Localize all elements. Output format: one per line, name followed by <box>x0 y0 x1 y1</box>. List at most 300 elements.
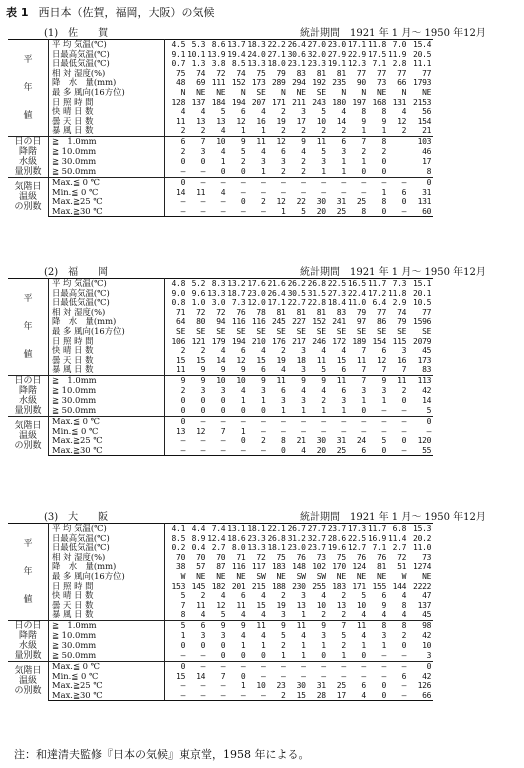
annual-value: 3 <box>426 651 432 661</box>
month-value: — <box>225 177 245 187</box>
month-value: 75 <box>176 68 186 78</box>
month-value: — <box>245 177 265 187</box>
month-value: 7 <box>346 375 366 386</box>
month-value: 0 <box>240 197 246 207</box>
annual-value: 5 <box>426 406 432 416</box>
month-value: 7.3 <box>386 279 406 289</box>
month-value: 12 <box>216 600 226 610</box>
row-group-label <box>8 40 49 137</box>
month-value: 227 <box>292 317 306 327</box>
month-value: 13 <box>296 600 306 610</box>
month-value: 3 <box>401 346 407 356</box>
month-value: 0 <box>240 167 246 177</box>
month-value: 12.4 <box>207 533 226 543</box>
month-value: 5 <box>286 207 306 217</box>
month-value: 4 <box>321 346 326 356</box>
month-value: 1 <box>260 167 266 177</box>
month-value: 0 <box>366 207 386 217</box>
month-value: 17.5 <box>367 49 387 59</box>
annual-value: 77 <box>422 307 432 317</box>
annual-value: NE <box>422 87 432 97</box>
month-value: — <box>401 406 407 416</box>
month-value: 23.0 <box>326 40 346 50</box>
month-value: 10 <box>316 600 326 610</box>
month-value: 235 <box>332 78 346 88</box>
month-value <box>386 167 406 178</box>
month-value: 3 <box>301 107 306 117</box>
row-label: 最 多 風向(16方位) <box>49 88 165 98</box>
row-label: 日最高気温(℃) <box>49 534 165 544</box>
month-value: 2 <box>381 147 387 157</box>
month-value: 172 <box>332 336 346 346</box>
month-value: 0 <box>366 691 386 701</box>
month-value: 90 <box>356 78 366 88</box>
month-value: 2 <box>200 591 206 601</box>
table-row <box>8 167 433 178</box>
month-value: 77 <box>376 68 387 78</box>
month-value: 8.9 <box>191 533 206 543</box>
row-label: 日最高気温(℃) <box>49 50 165 60</box>
month-value: — <box>386 691 406 701</box>
month-value: — <box>265 661 285 671</box>
month-value: 22.8 <box>307 298 326 308</box>
row-label: 暴 風 日 数 <box>49 610 165 620</box>
month-value: 66 <box>397 78 407 88</box>
month-value: 124 <box>352 562 366 572</box>
month-value: — <box>260 187 266 197</box>
month-value: 9 <box>265 620 285 631</box>
month-value: 4 <box>401 107 407 117</box>
month-value: 13 <box>216 116 226 126</box>
annual-value: 15.1 <box>406 279 433 289</box>
month-value: 11 <box>286 620 306 631</box>
month-value: 7.4 <box>205 524 225 534</box>
month-value: 13.1 <box>225 524 245 534</box>
month-value: 26.4 <box>286 40 306 50</box>
month-value: 8 <box>281 436 286 446</box>
month-value: 4 <box>220 591 226 601</box>
month-value: 11 <box>326 375 346 386</box>
month-value: — <box>326 416 346 426</box>
month-value: 19.1 <box>327 59 346 69</box>
month-value: — <box>366 177 386 187</box>
month-value: N <box>341 87 346 97</box>
row-label: 曇 天 日 数 <box>49 356 165 366</box>
month-value: 1 <box>240 681 246 691</box>
row-group-text: 平 年 値 <box>23 54 33 121</box>
month-value: 5 <box>165 620 186 631</box>
month-value: SE <box>196 326 206 336</box>
month-value: 6 <box>185 620 205 631</box>
month-value: 1 <box>341 651 346 661</box>
month-value: 18.4 <box>327 298 346 308</box>
month-value: 6 <box>240 107 246 117</box>
month-value: N <box>180 87 186 97</box>
month-value: 6.4 <box>372 298 387 308</box>
annual-value: 1793 <box>413 78 432 88</box>
month-value: 184 <box>211 97 226 107</box>
month-value: — <box>321 187 326 197</box>
month-value: 4.1 <box>165 524 186 534</box>
row-group-text: 平 年 値 <box>23 293 33 360</box>
month-value: 5 <box>321 107 326 117</box>
month-value: 13.3 <box>247 543 266 553</box>
month-value: — <box>401 426 407 436</box>
month-value: 289 <box>272 78 286 88</box>
month-value: 10 <box>225 375 245 386</box>
annual-value: 77 <box>422 68 432 78</box>
month-value: — <box>346 416 366 426</box>
month-value: 7 <box>326 620 346 631</box>
month-value: 25 <box>326 446 346 456</box>
month-value: 1 <box>341 157 346 167</box>
section-fukuoka <box>0 261 524 455</box>
month-value: 3 <box>301 396 306 406</box>
month-value: 4 <box>401 610 407 620</box>
month-value: 8 <box>346 207 366 217</box>
month-value: 78 <box>256 307 266 317</box>
month-value: 0 <box>180 396 186 406</box>
month-value: 12 <box>236 355 246 365</box>
month-value: 17.6 <box>245 279 265 289</box>
annual-value: 42 <box>422 671 432 681</box>
month-value: 81 <box>316 307 326 317</box>
month-value: 9 <box>220 365 226 375</box>
month-value: — <box>200 681 206 691</box>
annual-value: 10 <box>422 641 432 651</box>
month-value: — <box>205 207 225 217</box>
month-value: 4 <box>401 591 407 601</box>
month-value: 19.4 <box>227 49 246 59</box>
month-value: 6 <box>240 591 246 601</box>
month-value: 13.3 <box>207 288 226 298</box>
month-value: 11 <box>176 116 186 126</box>
month-value: 7.0 <box>386 40 406 50</box>
month-value: 3 <box>361 386 366 396</box>
month-value: — <box>301 426 306 436</box>
row-label: ≧ 50.0mm <box>49 406 165 417</box>
month-value: — <box>185 691 205 701</box>
month-value: 11 <box>245 136 265 147</box>
month-value: 11.7 <box>366 524 386 534</box>
footnote: 注：和達清夫監修『日本の気候』東京堂，1958 年による。 <box>14 748 310 761</box>
month-value: 152 <box>312 317 326 327</box>
month-value: NE <box>216 87 226 97</box>
month-value: 116 <box>251 317 266 327</box>
annual-value: 126 <box>417 681 432 691</box>
month-value: — <box>165 691 186 701</box>
month-value: 25 <box>356 197 366 207</box>
row-label: ≧ 10.0mm <box>49 147 165 157</box>
month-value: 7 <box>361 365 366 375</box>
month-value: 17.2 <box>367 288 387 298</box>
month-value: NE <box>356 571 366 581</box>
month-value: 9.6 <box>191 288 206 298</box>
month-value: 0.8 <box>171 298 186 308</box>
month-value: 2 <box>341 591 346 601</box>
month-value: 7 <box>220 671 226 681</box>
month-value: 4 <box>260 631 266 641</box>
month-value: 7 <box>180 600 186 610</box>
annual-value: 17 <box>422 157 432 167</box>
month-value: SE <box>397 326 407 336</box>
month-value: 3.8 <box>211 59 226 69</box>
month-value: — <box>205 661 225 671</box>
month-value: 102 <box>312 562 326 572</box>
month-value: 168 <box>372 97 387 107</box>
month-value: 22.5 <box>347 533 366 543</box>
month-value: 5 <box>321 147 326 157</box>
month-value: 0 <box>401 641 407 651</box>
month-value: 11.4 <box>388 533 407 543</box>
annual-value: 45 <box>422 610 432 620</box>
row-label: 快 晴 日 数 <box>49 107 165 117</box>
month-value: 11.9 <box>388 49 407 59</box>
month-value: NE <box>216 571 226 581</box>
climate-table <box>8 278 433 456</box>
month-value: 2 <box>361 147 366 157</box>
month-value: 8 <box>366 136 386 147</box>
month-value: 1 <box>265 207 285 217</box>
month-value: 26.2 <box>286 279 306 289</box>
table-row <box>8 207 433 217</box>
month-value: 155 <box>372 581 387 591</box>
month-value: 15 <box>196 355 206 365</box>
month-value: 179 <box>211 336 226 346</box>
month-value: SE <box>316 87 326 97</box>
month-value: 23.0 <box>287 543 306 553</box>
row-label: ≧ 10.0mm <box>49 386 165 396</box>
month-value: 11 <box>176 365 186 375</box>
row-label: Max.≧30 ℃ <box>49 446 165 456</box>
month-value: — <box>240 187 246 197</box>
month-value: 30 <box>316 436 326 446</box>
month-value: 30.6 <box>287 49 306 59</box>
month-value: NE <box>336 571 346 581</box>
month-value: 2 <box>321 126 326 136</box>
row-label: 降 水 量(mm) <box>49 317 165 327</box>
month-value: 6 <box>165 136 186 147</box>
month-value: 128 <box>171 97 186 107</box>
month-value: — <box>200 651 206 661</box>
annual-value: 120 <box>417 436 432 446</box>
month-value: — <box>165 207 186 217</box>
month-value: 3.0 <box>211 298 226 308</box>
month-value: 75 <box>256 68 266 78</box>
month-value: 27.0 <box>306 40 326 50</box>
table-row <box>8 365 433 375</box>
month-value: 74 <box>397 307 407 317</box>
month-value: 197 <box>352 97 366 107</box>
month-value: 201 <box>231 581 246 591</box>
month-value: 1 <box>321 406 326 416</box>
month-value: 15 <box>176 355 186 365</box>
row-label: 暴 風 日 数 <box>49 365 165 375</box>
month-value: 17 <box>326 691 346 701</box>
month-value: 6 <box>281 386 286 396</box>
month-value: 131 <box>392 97 407 107</box>
month-value: 1 <box>281 406 286 416</box>
statistics-period: 統計期間 1921 年 1 月～ 1950 年12月 <box>300 28 486 39</box>
month-value: 81 <box>296 307 306 317</box>
month-value: 18.0 <box>267 59 286 69</box>
month-value: W <box>401 571 407 581</box>
month-value: 38 <box>176 562 186 572</box>
month-value: 4 <box>220 126 226 136</box>
month-value: 12 <box>236 116 246 126</box>
month-value: 9 <box>225 136 245 147</box>
annual-value: 73 <box>422 552 432 562</box>
section-label: (3) 大 阪 <box>44 512 109 523</box>
annual-value: 11.0 <box>413 543 432 553</box>
month-value: — <box>260 426 266 436</box>
row-label: 平 均 気温(℃) <box>49 279 165 289</box>
month-value: 3 <box>260 386 266 396</box>
month-value: 1 <box>361 641 366 651</box>
month-value: 83 <box>336 307 346 317</box>
month-value: 4 <box>220 346 226 356</box>
month-value: 77 <box>376 307 387 317</box>
month-value: 0 <box>401 197 407 207</box>
annual-value: 60 <box>406 207 433 217</box>
annual-value: 2153 <box>413 97 432 107</box>
annual-value: SE <box>422 326 432 336</box>
month-value: 194 <box>231 336 246 346</box>
month-value: 4 <box>301 147 306 157</box>
month-value: — <box>220 197 226 207</box>
month-value: — <box>200 436 206 446</box>
month-value: 2.7 <box>392 543 407 553</box>
month-value: 81 <box>276 307 286 317</box>
month-value: 28.6 <box>327 533 346 543</box>
month-value: SE <box>236 326 246 336</box>
month-value: 22.1 <box>265 524 285 534</box>
month-value: 0.4 <box>191 543 206 553</box>
month-value: 15 <box>336 355 346 365</box>
row-label: 日最高気温(℃) <box>49 289 165 299</box>
month-value: 7 <box>361 346 366 356</box>
month-value: 76 <box>356 552 366 562</box>
month-value: — <box>326 661 346 671</box>
row-label: Min.≦ 0 ℃ <box>49 188 165 198</box>
annual-value: 98 <box>406 620 433 631</box>
month-value: 70 <box>196 552 206 562</box>
month-value: 26.8 <box>267 533 286 543</box>
month-value: 11.7 <box>366 279 386 289</box>
month-value: 1 <box>381 396 387 406</box>
month-value: — <box>200 167 206 177</box>
month-value: 230 <box>292 581 306 591</box>
month-value: 215 <box>251 581 266 591</box>
month-value: 57 <box>196 562 206 572</box>
month-value: 0 <box>165 661 186 671</box>
month-value: 182 <box>211 581 226 591</box>
month-value: — <box>381 651 387 661</box>
month-value: 9 <box>306 375 326 386</box>
row-label: 日 照 時 間 <box>49 582 165 592</box>
month-value: 72 <box>397 552 407 562</box>
month-value: — <box>381 426 387 436</box>
month-value: 4 <box>341 107 346 117</box>
month-value: 1 <box>301 641 306 651</box>
row-label: 曇 天 日 数 <box>49 601 165 611</box>
section-header <box>0 22 524 38</box>
month-value: NE <box>376 87 387 97</box>
month-value <box>386 136 406 147</box>
month-value: 2 <box>281 591 286 601</box>
month-value: 2 <box>341 126 346 136</box>
month-value: 10 <box>205 136 225 147</box>
table-row <box>8 691 433 701</box>
month-value: 8.3 <box>205 279 225 289</box>
month-value: — <box>306 416 326 426</box>
annual-value: 103 <box>406 136 433 147</box>
month-value: 9 <box>361 116 366 126</box>
month-value: 73 <box>316 552 326 562</box>
month-value: 192 <box>312 78 326 88</box>
month-value: 23 <box>276 681 286 691</box>
month-value: 2 <box>180 147 186 157</box>
month-value: — <box>401 651 407 661</box>
annual-value: 31 <box>422 187 432 197</box>
month-value <box>386 157 406 167</box>
month-value: 8 <box>180 610 186 620</box>
annual-value: 137 <box>417 600 432 610</box>
month-value: 116 <box>231 562 246 572</box>
month-value: — <box>185 446 205 456</box>
month-value: 0 <box>200 157 206 167</box>
month-value: 9.0 <box>171 288 186 298</box>
annual-value: 0 <box>406 177 433 187</box>
row-label: 最 多 風向(16方位) <box>49 572 165 582</box>
month-value: 9 <box>245 375 265 386</box>
month-value: 0 <box>165 177 186 187</box>
month-value: SW <box>316 571 326 581</box>
section-header <box>0 261 524 277</box>
month-value: 12 <box>196 426 206 436</box>
row-label: 平 均 気温(℃) <box>49 524 165 534</box>
month-value: 4 <box>220 147 226 157</box>
statistics-period: 統計期間 1921 年 1 月～ 1950 年12月 <box>300 267 486 278</box>
month-value: 3 <box>341 396 346 406</box>
month-value: — <box>180 681 186 691</box>
month-value: — <box>306 177 326 187</box>
annual-value: 131 <box>417 197 432 207</box>
month-value: — <box>346 177 366 187</box>
annual-value: 42 <box>422 631 432 641</box>
month-value: 0 <box>321 651 326 661</box>
month-value: 13 <box>196 116 206 126</box>
section-label: (2) 福 岡 <box>44 267 109 278</box>
month-value: 9.1 <box>171 49 186 59</box>
month-value: — <box>341 426 346 436</box>
month-value: 211 <box>292 97 306 107</box>
month-value: 22.2 <box>265 40 285 50</box>
month-value: 22.9 <box>347 49 366 59</box>
month-value: 2 <box>260 436 266 446</box>
month-value: 2 <box>281 641 286 651</box>
month-value: 13 <box>336 600 346 610</box>
month-value: — <box>341 187 346 197</box>
month-value: 17.1 <box>267 298 286 308</box>
month-value: NE <box>236 571 246 581</box>
month-value: 1 <box>180 631 186 641</box>
month-value: 7 <box>220 426 226 436</box>
month-value: 117 <box>251 562 266 572</box>
month-value: 27.1 <box>267 49 286 59</box>
month-value: 13.3 <box>247 59 266 69</box>
month-value: 75 <box>276 552 286 562</box>
